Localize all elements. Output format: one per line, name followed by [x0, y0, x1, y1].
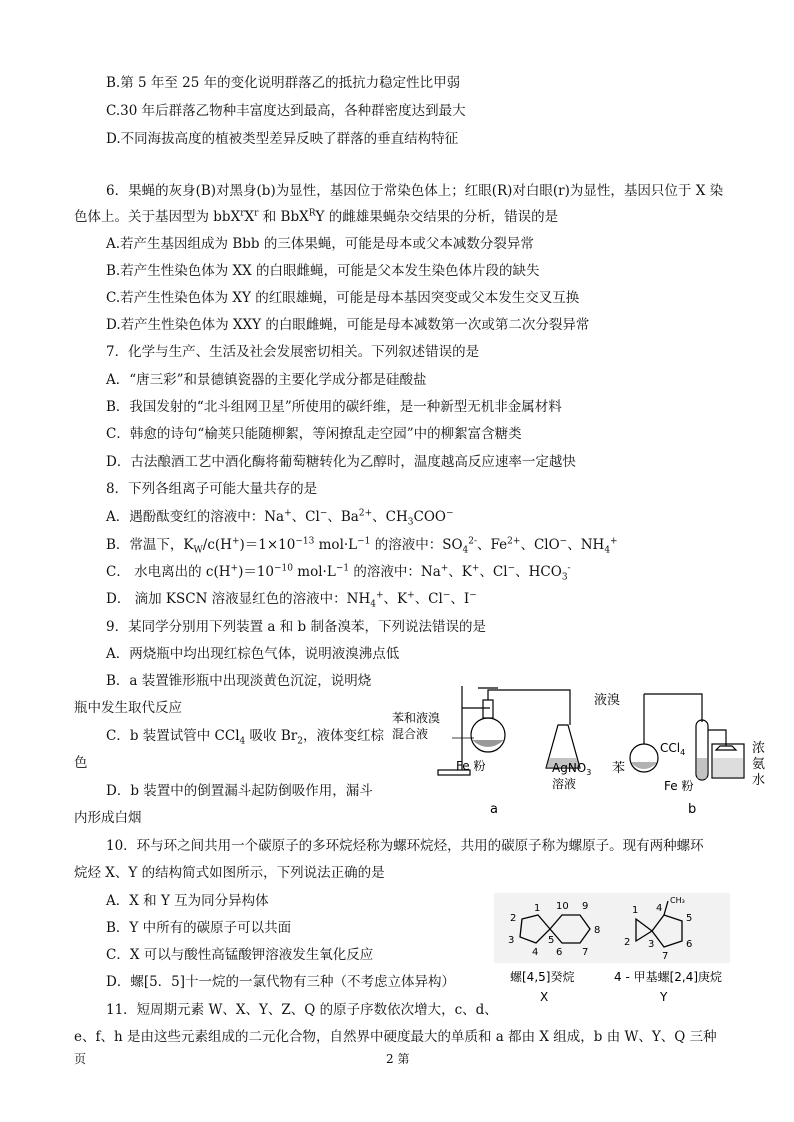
superscript: −1	[335, 563, 350, 574]
label-benzene: 苯	[612, 761, 626, 776]
question-9-option-b-line-2: 瓶中发生取代反应	[74, 700, 182, 716]
svg-text:7: 7	[662, 951, 669, 962]
question-6-option-d: D.若产生性染色体为 XXY 的白眼雌蝇，可能是母本减数第一次或第二次分裂异常	[106, 317, 590, 333]
svg-text:1: 1	[534, 903, 541, 914]
question-6-option-b: B.若产生性染色体为 XX 的白眼雌蝇，可能是父本发生染色体片段的缺失	[106, 263, 540, 279]
apparatus-b-figure	[592, 680, 792, 820]
superscript: −13	[295, 536, 315, 547]
question-11-stem-line-2: e、f、h 是由这些元素组成的二元化合物，自然界中硬度最大的单质和 a 都由 X 组成，b 由 W、Y、Q 三种	[74, 1029, 717, 1045]
svg-text:3: 3	[648, 939, 655, 950]
label-agno3-solution: 溶液	[552, 777, 577, 791]
text-segment: )＝10	[238, 564, 275, 580]
text-segment: 、Cl	[291, 509, 320, 525]
svg-text:5: 5	[548, 935, 555, 946]
question-6-option-c: C.若产生性染色体为 XY 的红眼雄蝇，可能是母本基因突变或父本发生交叉互换	[106, 290, 580, 306]
text-segment: 、K	[383, 591, 408, 607]
structure-y-figure	[612, 893, 742, 1013]
label-liquid-bromine: 液溴	[594, 693, 621, 708]
question-6-stem-line-2	[74, 208, 558, 226]
text-segment: B．常温下，K	[106, 537, 194, 553]
question-9-option-d-line-1: D．b 装置中的倒置漏斗起防倒吸作用，漏斗	[106, 783, 373, 799]
option-d-line: D.不同海拔高度的植被类型差异反映了群落的垂直结构特征	[106, 131, 459, 147]
svg-text:1: 1	[632, 905, 639, 916]
svg-text:8: 8	[594, 925, 601, 936]
superscript: -	[567, 563, 571, 574]
superscript: −	[469, 590, 477, 601]
svg-text:4: 4	[532, 947, 539, 958]
svg-text:5: 5	[686, 913, 693, 924]
superscript: +	[230, 563, 239, 574]
flask-neck	[483, 700, 493, 718]
option-b-line: B.第 5 年至 25 年的变化说明群落乙的抵抗力稳定性比甲弱	[106, 75, 461, 91]
question-7-option-b: B．我国发射的“北斗组网卫星”所使用的碳纤维，是一种新型无机非金属材料	[106, 399, 562, 415]
subscript: 2	[297, 736, 303, 747]
option-c-line: C.30 年后群落乙物种丰富度达到最高，各种群密度达到最大	[106, 103, 466, 119]
label-reagent: 苯和液溴	[392, 711, 441, 725]
subscript: 4	[370, 599, 376, 610]
text-segment: 、Ba	[327, 509, 359, 525]
question-10-stem-line-2: 烷烃 X、Y 的结构简式如图所示，下列说法正确的是	[74, 865, 385, 881]
question-8-option-b	[106, 536, 618, 554]
question-7-option-d: D．古法酿酒工艺中酒化酶将葡萄糖转化为乙醇时，温度越高反应速率一定越快	[106, 454, 576, 470]
svg-text:3: 3	[508, 935, 515, 946]
text-segment: 、K	[448, 564, 472, 580]
apparatus-a-figure	[390, 680, 590, 820]
svg-text:10: 10	[556, 901, 569, 912]
text-segment: 、CH	[372, 509, 408, 525]
question-10-option-c: C．X 可以与酸性高锰酸钾溶液发生氧化反应	[106, 947, 374, 963]
text-segment: 、I	[450, 591, 470, 607]
question-10-option-b: B．Y 中所有的碳原子可以共面	[106, 920, 292, 936]
structure-x-name: 螺[4,5]癸烷	[510, 970, 575, 984]
question-10-option-a: A．X 和 Y 互为同分异构体	[106, 893, 269, 909]
text-segment: C． 水电离出的 c(H	[106, 564, 231, 580]
superscript: 2+	[507, 536, 521, 547]
question-9-option-a: A．两烧瓶中均出现红棕色气体，说明液溴沸点低	[106, 646, 400, 662]
text-segment: X	[244, 209, 255, 225]
ammonia-liquid	[713, 758, 743, 777]
superscript: +	[284, 508, 292, 519]
question-8-option-d	[106, 590, 477, 608]
text-segment: 、NH	[567, 537, 605, 553]
superscript: +	[471, 563, 480, 574]
question-11-stem-line-1: 11．短周期元素 W、X、Y、Z、Q 的原子序数依次增大，c、d、	[106, 1002, 498, 1018]
question-9-option-c-line-2: 色	[74, 755, 88, 771]
text-segment: 的溶液中：SO	[370, 537, 463, 553]
svg-text:7: 7	[582, 947, 589, 958]
text-segment: Y 的雌雄果蝇杂交结果的分析，错误的是	[315, 209, 559, 225]
question-7-stem: 7．化学与生产、生活及社会发展密切相关。下列叙述错误的是	[106, 344, 480, 360]
text-segment: 、ClO	[520, 537, 560, 553]
text-segment: mol·L	[314, 537, 358, 553]
superscript: −1	[357, 536, 371, 547]
text-segment: ，液体变红棕	[302, 728, 384, 744]
question-9-option-b-line-1: B．a 装置锥形瓶中出现淡黄色沉淀，说明烧	[106, 673, 372, 689]
text-segment: COO	[413, 509, 446, 525]
subscript: W	[193, 545, 203, 556]
question-9-stem: 9．某同学分别用下列装置 a 和 b 制备溴苯，下列说法错误的是	[106, 619, 486, 635]
label-fe-powder: Fe 粉	[456, 759, 486, 773]
superscript: r	[240, 208, 245, 219]
superscript: −	[442, 590, 451, 601]
inverted-funnel	[716, 746, 736, 750]
text-segment: A．遇酚酞变红的溶液中：Na	[106, 509, 285, 525]
label-reagent-2: 混合液	[392, 727, 429, 741]
svg-text:9: 9	[582, 901, 589, 912]
question-8-option-c	[106, 563, 571, 581]
question-7-option-c: C．韩愈的诗句“榆荚只能随柳絮，等闲撩乱走空园”中的柳絮富含糖类	[106, 426, 522, 442]
structure-y-caption: Y	[660, 990, 668, 1004]
superscript: −	[507, 563, 516, 574]
question-9-option-c-line-1	[106, 727, 384, 745]
question-9-option-d-line-2: 内形成白烟	[74, 810, 142, 826]
subscript: 3	[407, 517, 414, 528]
text-segment: 色体上。关于基因型为 bbX	[74, 209, 241, 225]
question-8-option-a	[106, 508, 454, 526]
text-segment: 、Fe	[477, 537, 508, 553]
question-7-option-a: A．“唐三彩”和景德镇瓷器的主要化学成分都是硅酸盐	[106, 372, 427, 388]
structure-y-name: 4 - 甲基螺[2,4]庚烷	[614, 970, 723, 984]
subscript: 4	[239, 736, 246, 747]
text-segment: 吸收 Br	[245, 728, 298, 744]
subscript: 3	[561, 572, 568, 583]
superscript: +	[376, 590, 384, 601]
label-agno3: AgNO$_3$	[552, 761, 592, 777]
superscript: 2-	[468, 536, 478, 547]
ccl4-liquid	[697, 758, 707, 779]
superscript: −10	[274, 563, 294, 574]
label-ammonia-3: 水	[752, 773, 766, 788]
superscript: 2+	[358, 508, 373, 519]
superscript: −	[445, 508, 454, 519]
superscript: r	[254, 208, 259, 219]
label-ammonia-1: 浓	[752, 741, 766, 756]
question-6-option-a: A.若产生基因组成为 Bbb 的三体果蝇，可能是母本或父本减数分裂异常	[106, 236, 534, 252]
caption-a: a	[490, 802, 498, 817]
superscript: −	[559, 536, 568, 547]
svg-text:2: 2	[510, 913, 517, 924]
text-segment: C．b 装置试管中 CCl	[106, 728, 240, 744]
superscript: +	[231, 536, 240, 547]
svg-text:6: 6	[556, 947, 563, 958]
text-segment: 和 BbX	[258, 209, 309, 225]
question-10-option-d: D．螺[5．5]十一烷的一氯代物有三种（不考虑立体异构）	[106, 974, 456, 990]
delivery-tube	[644, 694, 702, 722]
methyl-label: CH₃	[670, 896, 685, 905]
svg-text:4: 4	[656, 903, 663, 914]
structure-x-figure	[494, 893, 614, 1013]
text-segment: /c(H	[202, 537, 232, 553]
text-segment: 、HCO	[515, 564, 562, 580]
text-segment: )＝1×10	[239, 537, 296, 553]
superscript: +	[610, 536, 618, 547]
structure-x-caption: X	[540, 990, 549, 1004]
text-segment: 、Cl	[479, 564, 508, 580]
label-ccl4: CCl$_4$	[660, 741, 686, 757]
delivery-tube	[488, 690, 570, 725]
question-10-stem-line-1: 10．环与环之间共用一个碳原子的多环烷烃称为螺环烷烃，共用的碳原子称为螺原子。现有两种螺环	[106, 838, 704, 854]
footer-page-number: 2 第	[386, 1052, 410, 1066]
label-fe-powder: Fe 粉	[664, 779, 694, 793]
superscript: +	[407, 590, 415, 601]
text-segment: 的溶液中：Na	[349, 564, 441, 580]
superscript: +	[440, 563, 449, 574]
subscript: 4	[462, 545, 469, 556]
caption-b: b	[688, 802, 697, 817]
question-6-stem-line-1: 6．果蝇的灰身(B)对黑身(b)为显性，基因位于常染色体上；红眼(R)对白眼(r)为显性，基因只位于 X 染	[106, 183, 724, 199]
liquid-mixture	[472, 740, 504, 747]
svg-text:6: 6	[686, 939, 693, 950]
label-ammonia-2: 氨	[752, 757, 766, 772]
superscript: −	[319, 508, 328, 519]
superscript: R	[308, 208, 316, 219]
subscript: 4	[604, 545, 611, 556]
text-segment: 、Cl	[414, 591, 443, 607]
question-8-stem: 8．下列各组离子可能大量共存的是	[106, 481, 318, 497]
text-segment: mol·L	[293, 564, 336, 580]
svg-text:2: 2	[624, 937, 631, 948]
text-segment: D． 滴加 KSCN 溶液显红色的溶液中：NH	[106, 591, 371, 607]
footer-left: 页	[74, 1052, 87, 1066]
